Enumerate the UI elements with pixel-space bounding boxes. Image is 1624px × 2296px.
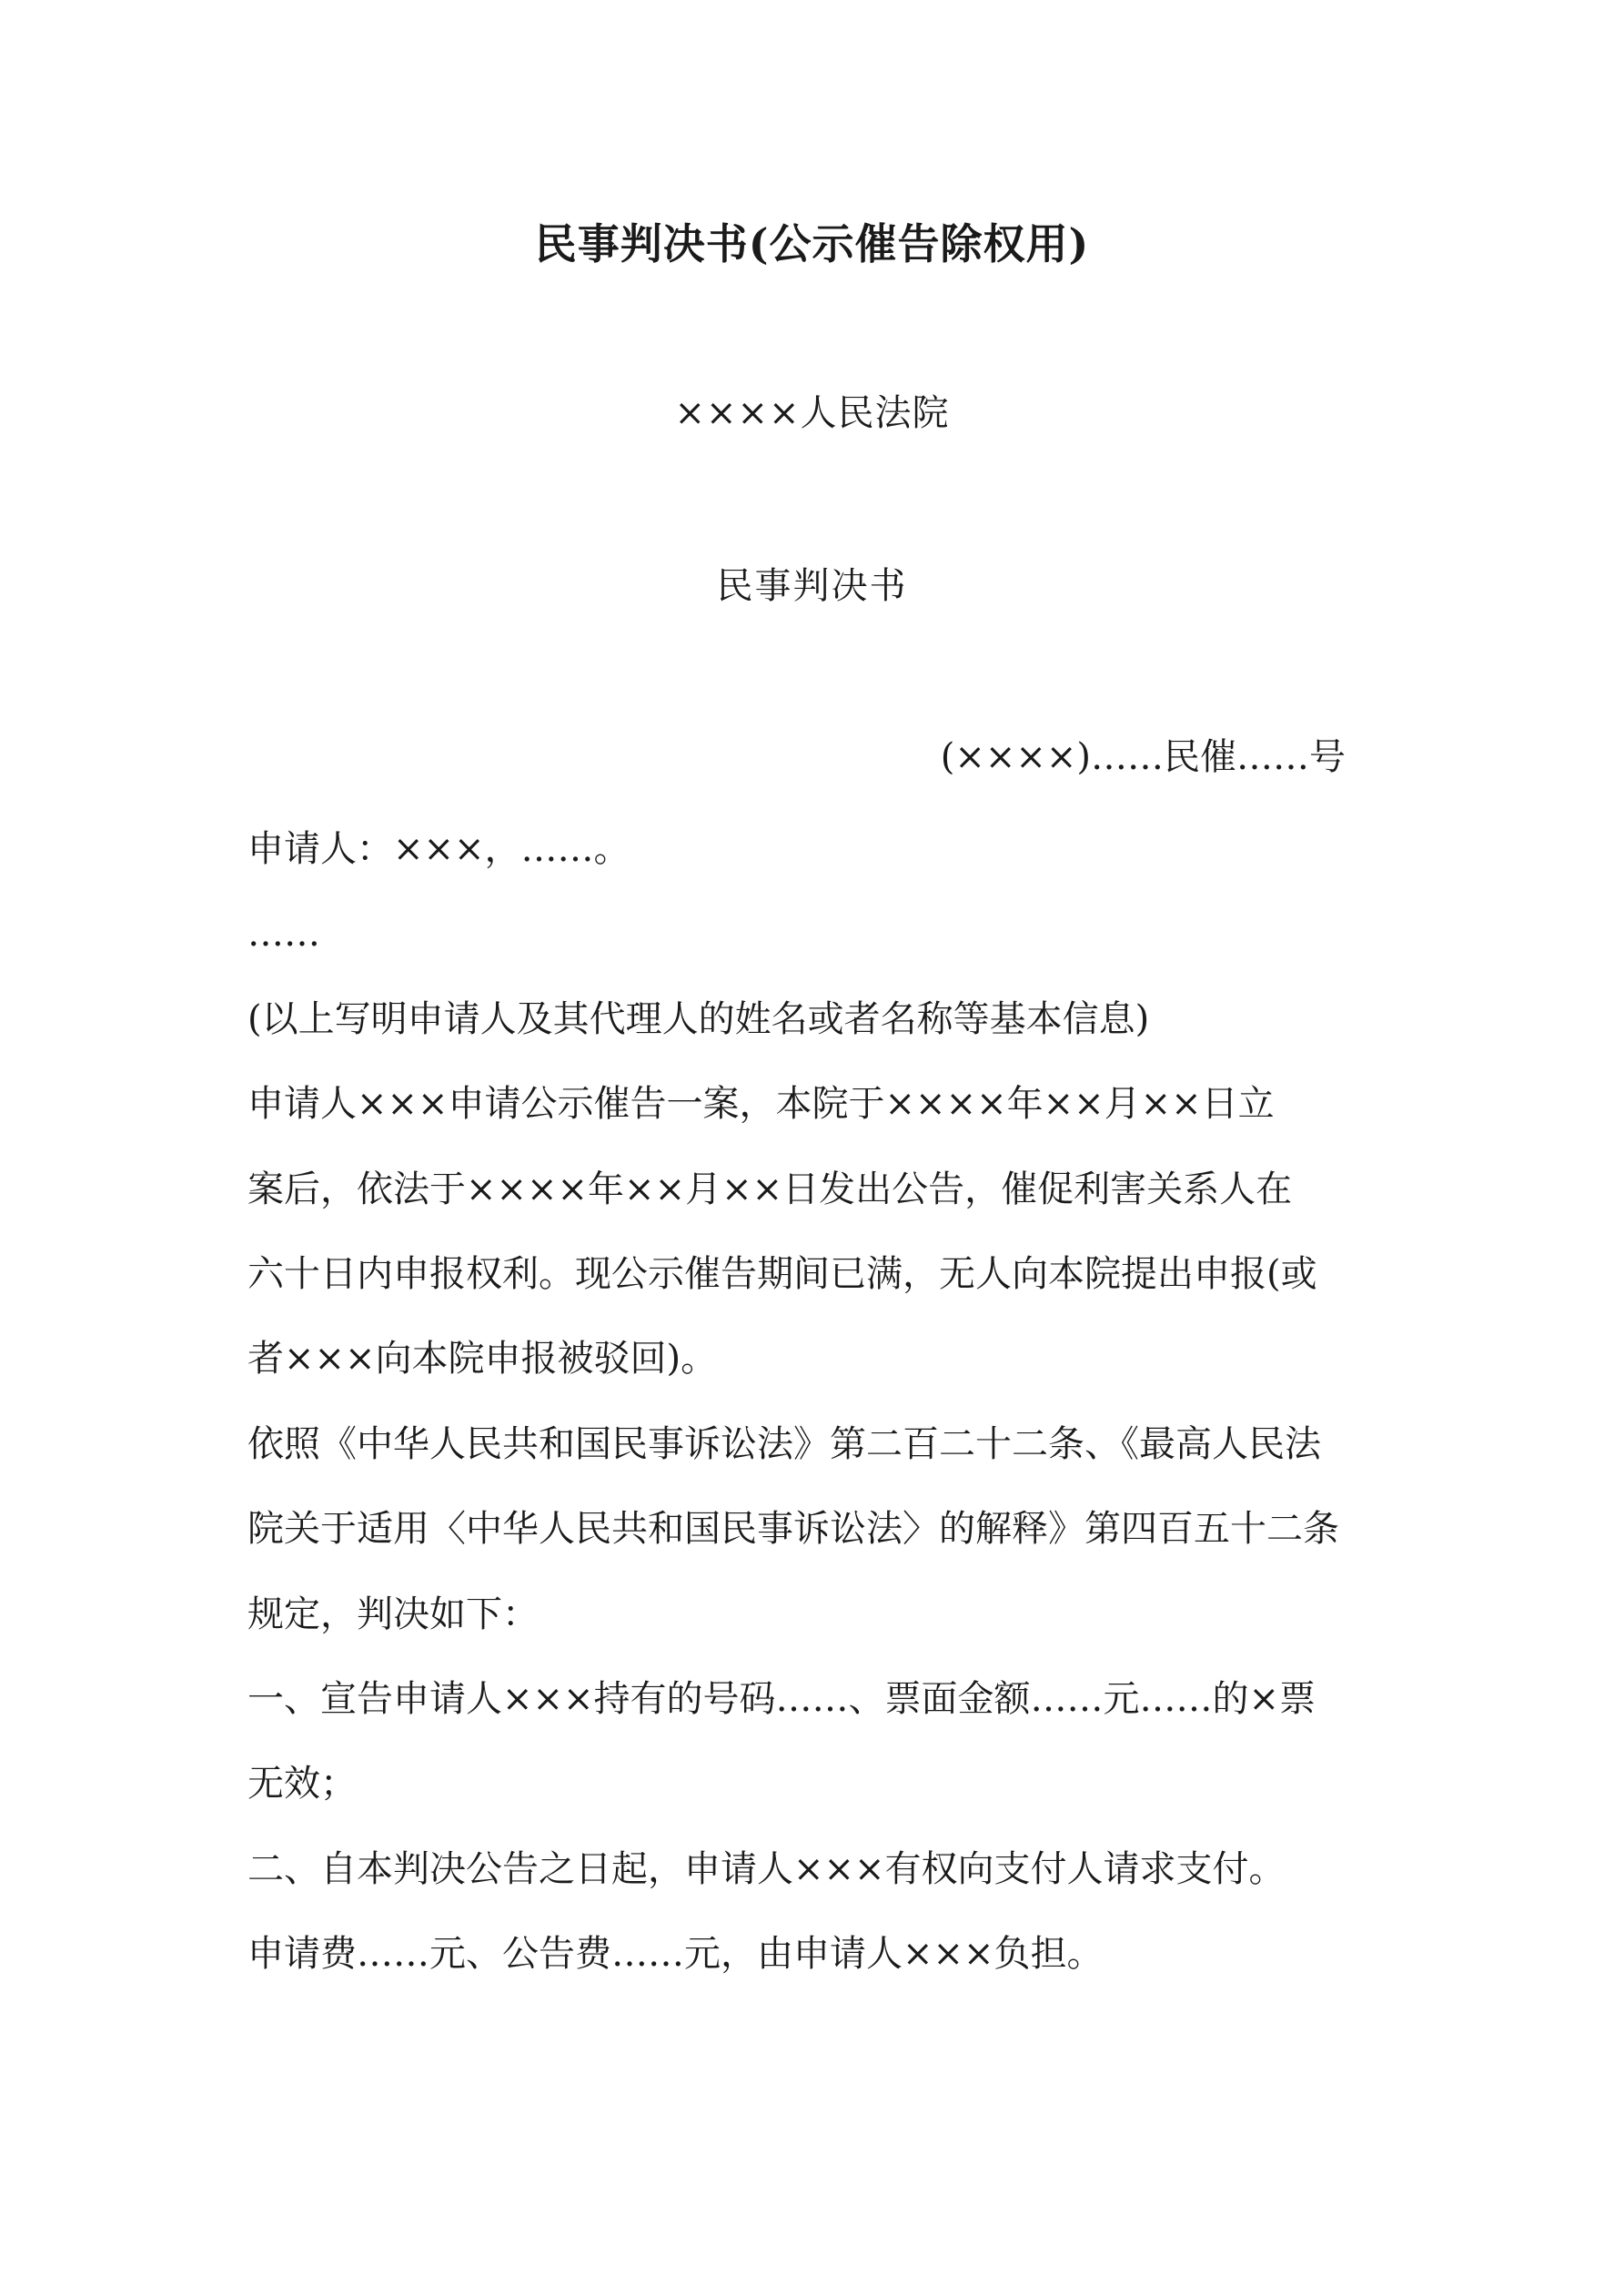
case-facts-line: 案后，依法于××××年××月××日发出公告，催促利害关系人在 bbox=[247, 1168, 1293, 1210]
case-number: (××××)……民催……号 bbox=[940, 736, 1346, 778]
case-facts-line: 申请人×××申请公示催告一案，本院于××××年××月××日立 bbox=[247, 1083, 1275, 1126]
judgment-item-1: 无效； bbox=[247, 1763, 357, 1805]
legal-basis-line: 院关于适用〈中华人民共和国民事诉讼法〉的解释》第四百五十二条 bbox=[247, 1508, 1339, 1551]
fee-line: 申请费……元、公告费……元，由申请人×××负担。 bbox=[247, 1933, 1104, 1976]
case-facts-line: 者×××向本院申报被驳回)。 bbox=[247, 1338, 718, 1381]
case-facts-line: 六十日内申报权利。现公示催告期间已满，无人向本院提出申报(或 bbox=[247, 1252, 1317, 1295]
judgment-item-1: 一、宣告申请人×××持有的号码……、票面金额……元……的×票 bbox=[247, 1677, 1316, 1720]
document-body bbox=[247, 807, 1385, 1997]
ellipsis-line: …… bbox=[247, 913, 320, 956]
legal-basis-line: 规定，判决如下： bbox=[247, 1593, 539, 1635]
judgment-item-2: 二、自本判决公告之日起，申请人×××有权向支付人请求支付。 bbox=[247, 1847, 1286, 1890]
applicant-line: 申请人：×××，……。 bbox=[247, 828, 630, 870]
document-title: 民事判决书(公示催告除权用) bbox=[534, 219, 1090, 268]
applicant-info-note: (以上写明申请人及其代理人的姓名或者名称等基本信息) bbox=[247, 997, 1150, 1040]
legal-basis-line: 依照《中华人民共和国民事诉讼法》第二百二十二条、《最高人民法 bbox=[247, 1422, 1321, 1465]
court-name: ××××人民法院 bbox=[674, 392, 950, 434]
document-type-heading: 民事判决书 bbox=[716, 565, 908, 607]
